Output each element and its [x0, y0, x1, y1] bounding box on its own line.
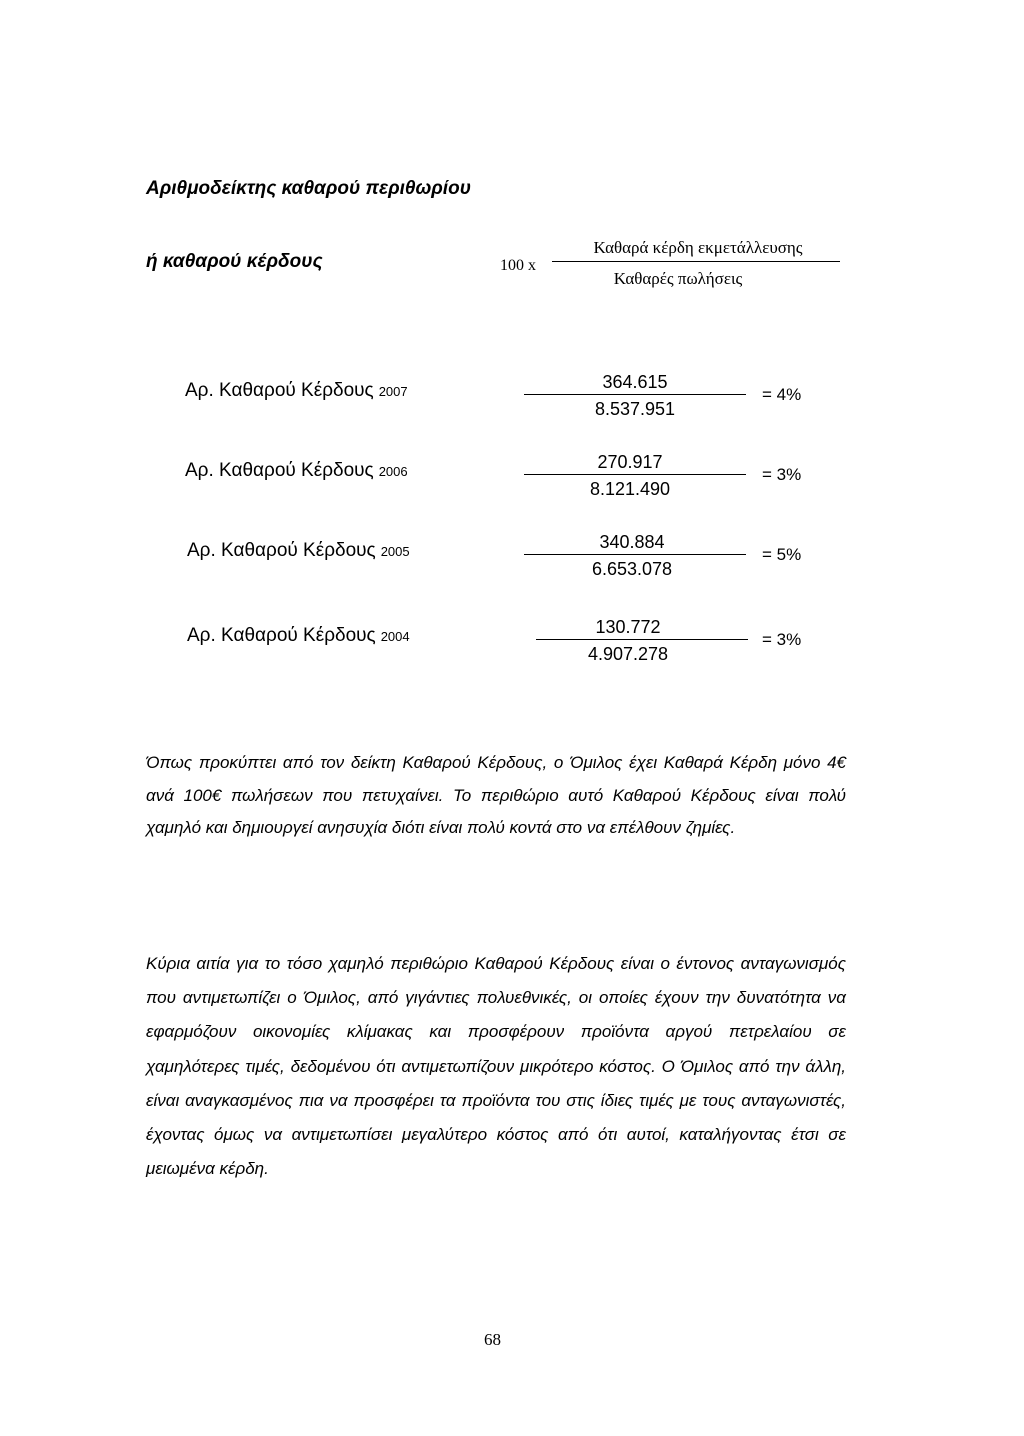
ratio-subtitle: ή καθαρού κέρδους	[146, 251, 323, 272]
formula	[500, 238, 850, 298]
calc-result: = 5%	[762, 545, 802, 564]
fraction-bar	[536, 639, 748, 640]
fraction-bar	[552, 261, 840, 262]
calc-label: Αρ. Καθαρού Κέρδους 2004	[187, 625, 410, 646]
calc-year: 2004	[380, 629, 410, 644]
calc-numerator: 364.615	[602, 372, 668, 392]
calc-label: Αρ. Καθαρού Κέρδους 2005	[187, 540, 410, 561]
formula-numerator: Καθαρά κέρδη εκμετάλλευσης	[593, 238, 803, 257]
formula-multiplier: 100 x	[500, 257, 536, 274]
ratio-title: Αριθμοδείκτης καθαρού περιθωρίου	[146, 178, 471, 199]
calc-result: = 4%	[762, 385, 802, 404]
calc-row-2006	[0, 452, 1024, 512]
paragraph-2: Κύρια αιτία για το τόσο χαμηλό περιθώριο Καθαρού Κέρδους είναι ο έντονος ανταγωνισμός που αντιμετωπίζει ο Όμιλος, από γιγάντιες πολυεθνικές, οι οποίες έχουν την δυνατότητα να εφαρμόζουν οικονομίες κλίμακας και προσφέρουν προϊόντα αργού πετρελαίου σε χαμηλότερες τιμές, δεδομένου ότι αντιμετωπίζουν μικρότερο κόστος. Ο Όμιλος από την άλλη, είναι αναγκασμένος πια να προσφέρει τα προϊόντα του στις ίδιες τιμές με τους ανταγωνιστές, έχοντας όμως να αντιμετωπίσει μεγαλύτερο κόστος από ότι αυτοί, καταλήγοντας έτσι σε μειωμένα κέρδη.	[146, 954, 846, 1179]
calc-year: 2007	[378, 384, 408, 399]
calc-denominator: 6.653.078	[591, 559, 673, 579]
calc-year: 2006	[378, 464, 408, 479]
formula-denominator: Καθαρές πωλήσεις	[613, 269, 743, 288]
calc-denominator: 8.121.490	[589, 479, 671, 499]
calc-result: = 3%	[762, 465, 802, 484]
calc-numerator: 130.772	[595, 617, 661, 637]
calc-numerator: 270.917	[597, 452, 663, 472]
fraction-bar	[524, 394, 746, 395]
calc-denominator: 4.907.278	[587, 644, 669, 664]
page-number: 68	[484, 1330, 501, 1349]
calc-label: Αρ. Καθαρού Κέρδους 2006	[185, 460, 408, 481]
calc-row-2005	[0, 532, 1024, 592]
fraction-bar	[524, 474, 746, 475]
calc-label: Αρ. Καθαρού Κέρδους 2007	[185, 380, 408, 401]
paragraph-1: Όπως προκύπτει από τον δείκτη Καθαρού Κέρδους, ο Όμιλος έχει Καθαρά Κέρδη μόνο 4€ ανά 100€ πωλήσεων που πετυχαίνει. Το περιθώριο αυτό Καθαρού Κέρδους είναι πολύ χαμηλό και δημιουργεί ανησυχία διότι είναι πολύ κοντά στο να επέλθουν ζημίες.	[146, 753, 846, 838]
calc-row-2004	[0, 617, 1024, 677]
fraction-bar	[524, 554, 746, 555]
calc-row-2007	[0, 372, 1024, 432]
calc-result: = 3%	[762, 630, 802, 649]
calc-denominator: 8.537.951	[594, 399, 676, 419]
calc-year: 2005	[380, 544, 410, 559]
calc-numerator: 340.884	[599, 532, 665, 552]
